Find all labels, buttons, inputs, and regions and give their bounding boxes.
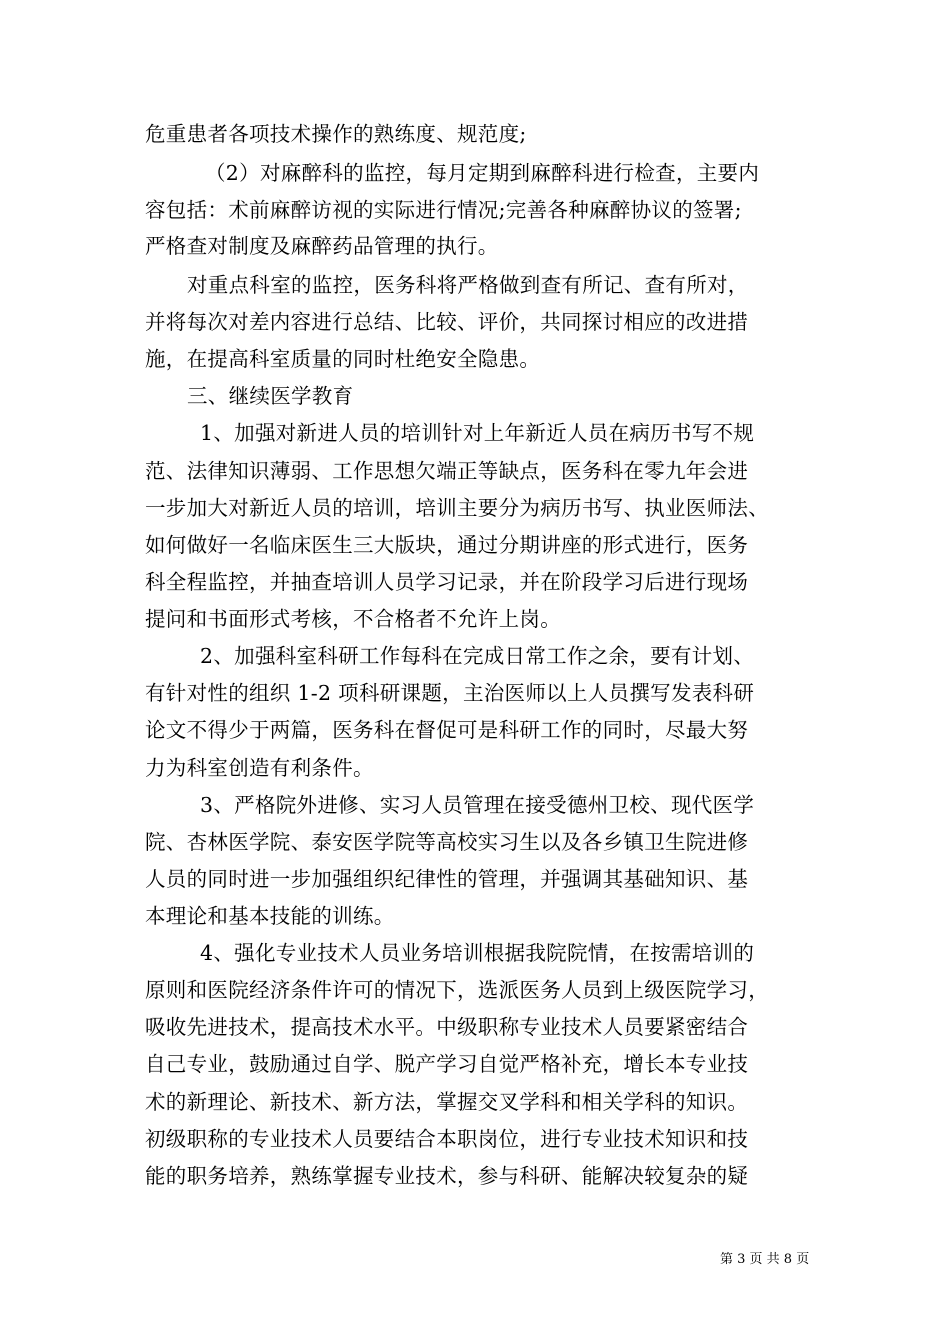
text-line: 4、强化专业技术人员业务培训根据我院院情，在按需培训的 xyxy=(200,941,755,965)
text-line: 施，在提高科室质量的同时杜绝安全隐患。 xyxy=(145,347,541,371)
text-line: 吸收先进技术，提高技术水平。中级职称专业技术人员要紧密结合 xyxy=(145,1015,749,1039)
text-line: 对重点科室的监控，医务科将严格做到查有所记、查有所对， xyxy=(187,273,749,297)
section-heading: 三、继续医学教育 xyxy=(187,384,354,408)
text-line: 院、杏林医学院、泰安医学院等高校实习生以及各乡镇卫生院进修 xyxy=(145,830,749,854)
text-line: 初级职称的专业技术人员要结合本职岗位，进行专业技术知识和技 xyxy=(145,1127,749,1151)
page-number: 第 3 页 共 8 页 xyxy=(720,1252,810,1267)
text-line: 提问和书面形式考核，不合格者不允许上岗。 xyxy=(145,607,561,631)
text-line: 原则和医院经济条件许可的情况下，选派医务人员到上级医院学习， xyxy=(145,978,769,1002)
text-line: 如何做好一名临床医生三大版块，通过分期讲座的形式进行，医务 xyxy=(145,533,749,557)
text-line: 并将每次对差内容进行总结、比较、评价，共同探讨相应的改进措 xyxy=(145,310,749,334)
text-line: 容包括：术前麻醉访视的实际进行情况;完善各种麻醉协议的签署; xyxy=(145,198,742,222)
text-line: （2）对麻醉科的监控，每月定期到麻醉科进行检查，主要内 xyxy=(205,161,760,185)
text-line: 力为科室创造有利条件。 xyxy=(145,756,374,780)
text-line: 一步加大对新近人员的培训，培训主要分为病历书写、执业医师法、 xyxy=(145,496,769,520)
text-line: 有针对性的组织 1-2 项科研课题，主治医师以上人员撰写发表科研 xyxy=(145,681,755,705)
text-line: 范、法律知识薄弱、工作思想欠端正等缺点，医务科在零九年会进 xyxy=(145,459,749,483)
text-line: 论文不得少于两篇，医务科在督促可是科研工作的同时，尽最大努 xyxy=(145,718,749,742)
text-line: 2、加强科室科研工作每科在完成日常工作之余，要有计划、 xyxy=(200,644,755,668)
text-line: 自己专业，鼓励通过自学、脱产学习自觉严格补充，增长本专业技 xyxy=(145,1052,749,1076)
text-line: 1、加强对新进人员的培训针对上年新近人员在病历书写不规 xyxy=(200,421,755,445)
text-line: 人员的同时进一步加强组织纪律性的管理，并强调其基础知识、基 xyxy=(145,867,749,891)
text-line: 严格查对制度及麻醉药品管理的执行。 xyxy=(145,234,499,258)
text-line: 科全程监控，并抽查培训人员学习记录，并在阶段学习后进行现场 xyxy=(145,570,749,594)
text-line: 术的新理论、新技术、新方法，掌握交叉学科和相关学科的知识。 xyxy=(145,1090,749,1114)
text-line: 危重患者各项技术操作的熟练度、规范度; xyxy=(145,122,527,146)
text-line: 3、严格院外进修、实习人员管理在接受德州卫校、现代医学 xyxy=(200,793,755,817)
text-line: 本理论和基本技能的训练。 xyxy=(145,904,395,928)
text-line: 能的职务培养，熟练掌握专业技术，参与科研、能解决较复杂的疑 xyxy=(145,1164,749,1188)
